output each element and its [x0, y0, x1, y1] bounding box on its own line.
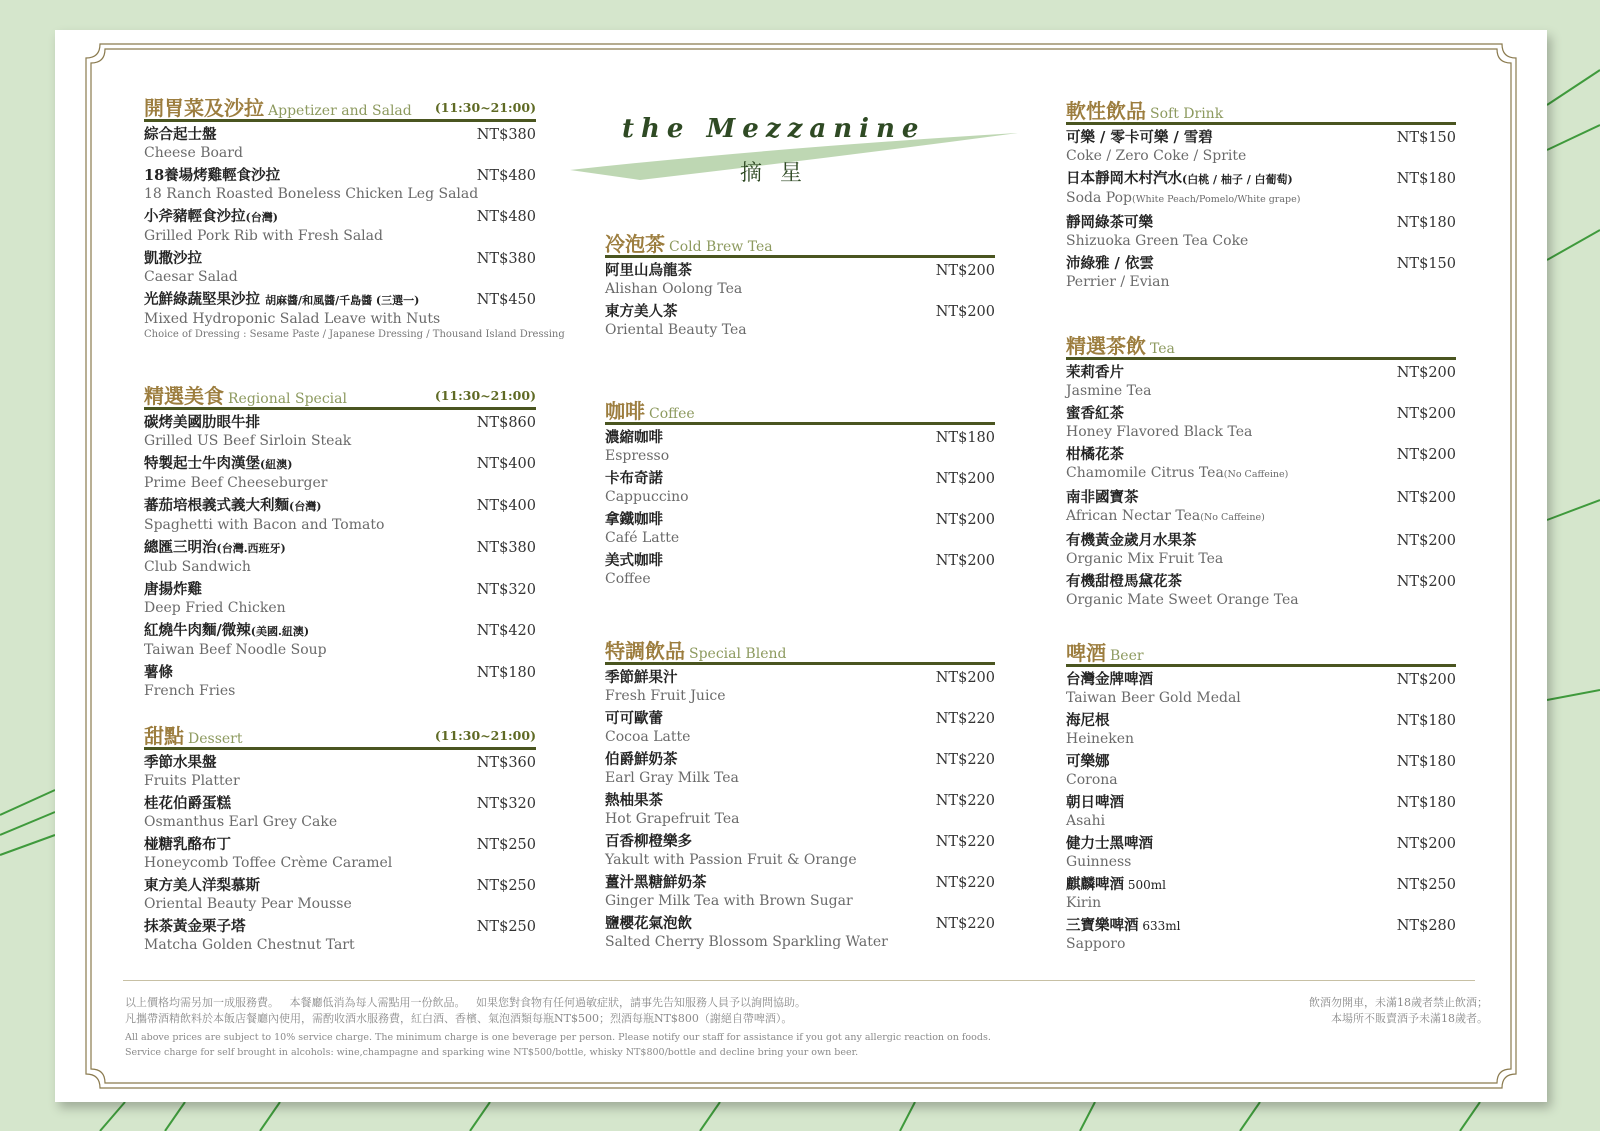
item-name-en: Jasmine Tea [1066, 383, 1152, 399]
menu-item [144, 250, 536, 286]
item-name-zh: 季節鮮果汁 [605, 669, 678, 686]
serving-hours: (11:30~21:00) [434, 728, 536, 743]
item-name-en: Honey Flavored Black Tea [1066, 424, 1253, 440]
section-header [144, 380, 536, 410]
menu-item [144, 539, 536, 576]
menu-item [1066, 835, 1456, 871]
section-title-zh: 精選茶飲 [1066, 334, 1146, 358]
item-origin: (台灣) [289, 500, 322, 513]
menu-item [1066, 255, 1456, 291]
section-header [1066, 637, 1456, 667]
item-price: NT$250 [476, 919, 536, 935]
item-name-en: Organic Mix Fruit Tea [1066, 551, 1224, 567]
item-price: NT$860 [476, 415, 536, 431]
item-price: NT$480 [476, 209, 536, 225]
menu-item [605, 303, 995, 339]
item-price: NT$200 [1396, 574, 1456, 590]
item-price: NT$220 [935, 711, 995, 727]
item-price: NT$150 [1396, 256, 1456, 272]
item-price: NT$200 [1396, 490, 1456, 506]
alcohol-notice-line-2: 本場所不販賣酒予未滿18歲者。 [1331, 1012, 1488, 1025]
section-tea [1066, 330, 1456, 609]
item-price: NT$200 [1396, 836, 1456, 852]
item-name-en [1066, 464, 1456, 484]
item-name-en: Mixed Hydroponic Salad Leave with Nuts [144, 311, 441, 327]
item-name-zh: 健力士黑啤酒 [1066, 835, 1153, 852]
section-cold-brew-tea [605, 228, 995, 339]
item-price: NT$280 [1396, 918, 1456, 934]
item-price: NT$200 [935, 304, 995, 320]
item-price: NT$150 [1396, 130, 1456, 146]
menu-item [605, 262, 995, 298]
item-dressing-options: 胡麻醬/和風醬/千島醬 (三選一) [265, 294, 420, 307]
item-name-en: Corona [1066, 772, 1118, 788]
item-price: NT$320 [476, 582, 536, 598]
item-name-zh-main: 紅燒牛肉麵/微辣 [144, 622, 251, 639]
menu-item [605, 470, 995, 506]
item-name-en-main: Soda Pop [1066, 190, 1133, 206]
footer-alcohol-notice [1309, 995, 1488, 1027]
item-name-zh-main: 光鮮綠蔬堅果沙拉 [144, 291, 260, 308]
menu-item [144, 167, 536, 203]
item-price: NT$180 [1396, 754, 1456, 770]
item-price: NT$200 [1396, 533, 1456, 549]
item-name-en: Oriental Beauty Tea [605, 322, 747, 338]
item-name-zh: 靜岡綠茶可樂 [1066, 214, 1153, 231]
menu-item [144, 836, 536, 872]
footer-divider [123, 980, 1475, 981]
menu-item [605, 915, 995, 951]
item-name-en: Hot Grapefruit Tea [605, 811, 740, 827]
menu-item [605, 751, 995, 787]
item-price: NT$220 [935, 752, 995, 768]
section-title-zh: 咖啡 [605, 399, 645, 423]
item-name-zh-main: 三寶樂啤酒 [1066, 917, 1139, 934]
item-name-en: Heineken [1066, 731, 1135, 747]
item-name-en: 18 Ranch Roasted Boneless Chicken Leg Salad [144, 186, 479, 202]
footer-zh-line-2: 凡攜帶酒精飲料於本飯店餐廳內使用，需酌收酒水服務費，紅白酒、香檳、氣泡酒類每瓶NT$500；烈酒每瓶NT$800（謝絕自帶啤酒）。 [125, 1012, 793, 1025]
menu-item [1066, 876, 1456, 912]
item-name-en: Asahi [1066, 813, 1106, 829]
item-name-en: Fresh Fruit Juice [605, 688, 726, 704]
logo-wordmark: the Mezzanine [622, 114, 926, 144]
menu-item [144, 208, 536, 245]
item-name-en: Sapporo [1066, 936, 1126, 952]
item-name-en: Prime Beef Cheeseburger [144, 475, 328, 491]
item-name-en: Club Sandwich [144, 559, 251, 575]
item-price: NT$360 [476, 755, 536, 771]
item-price: NT$200 [935, 471, 995, 487]
item-name-zh: 可樂 / 零卡可樂 / 雪碧 [1066, 129, 1213, 146]
section-title-en: Dessert [188, 731, 243, 747]
item-name-zh: 有機黃金歲月水果茶 [1066, 532, 1197, 549]
section-title-zh: 啤酒 [1066, 641, 1106, 665]
item-name-zh: 碳烤美國肋眼牛排 [144, 414, 260, 431]
item-price: NT$180 [1396, 215, 1456, 231]
item-price: NT$200 [1396, 365, 1456, 381]
item-name-en: Spaghetti with Bacon and Tomato [144, 517, 385, 533]
section-header [144, 720, 536, 750]
item-name-zh: 茉莉香片 [1066, 364, 1124, 381]
item-name-en [1066, 189, 1456, 209]
item-name-en: Espresso [605, 448, 670, 464]
section-title-en: Tea [1150, 341, 1175, 357]
item-name-en: Honeycomb Toffee Crème Caramel [144, 855, 393, 871]
item-origin: (台灣.西班牙) [216, 542, 286, 555]
item-origin: (美國.紐澳) [250, 625, 310, 638]
section-title-zh: 甜點 [144, 724, 184, 748]
item-name-zh: 卡布奇諾 [605, 470, 663, 487]
section-header [605, 635, 995, 665]
item-price: NT$420 [476, 623, 536, 639]
item-name-en-main: African Nectar Tea [1066, 508, 1201, 524]
item-name-en: French Fries [144, 683, 236, 699]
item-name-en: Fruits Platter [144, 773, 240, 789]
item-name-zh: 可樂娜 [1066, 753, 1110, 770]
menu-item [605, 710, 995, 746]
item-volume: 633ml [1138, 919, 1181, 933]
section-header [144, 92, 536, 122]
item-price: NT$250 [1396, 877, 1456, 893]
section-coffee [605, 395, 995, 588]
item-name-zh: 18養場烤雞輕食沙拉 [144, 167, 281, 184]
item-origin: (紐澳) [260, 458, 293, 471]
item-name-zh: 沛綠雅 / 依雲 [1066, 255, 1154, 272]
menu-item [144, 754, 536, 790]
alcohol-notice-line-1: 飲酒勿開車，未滿18歲者禁止飲酒； [1309, 996, 1488, 1009]
item-price: NT$250 [476, 837, 536, 853]
menu-item [1066, 712, 1456, 748]
item-flavors-en: (White Peach/Pomelo/White grape) [1132, 194, 1301, 205]
item-price: NT$480 [476, 168, 536, 184]
serving-hours: (11:30~21:00) [434, 388, 536, 403]
item-name-zh: 美式咖啡 [605, 552, 663, 569]
item-name-en: Oriental Beauty Pear Mousse [144, 896, 352, 912]
section-header [605, 228, 995, 258]
item-name-en: Yakult with Passion Fruit & Orange [605, 852, 857, 868]
item-name-en: Ginger Milk Tea with Brown Sugar [605, 893, 853, 909]
item-name-en: Taiwan Beer Gold Medal [1066, 690, 1241, 706]
item-price: NT$180 [1396, 171, 1456, 187]
item-name-en: Kirin [1066, 895, 1102, 911]
item-name-en: Earl Gray Milk Tea [605, 770, 739, 786]
item-price: NT$320 [476, 796, 536, 812]
menu-item [144, 581, 536, 617]
item-price: NT$220 [935, 793, 995, 809]
section-header [1066, 95, 1456, 125]
item-name-en: Perrier / Evian [1066, 274, 1170, 290]
item-name-zh-main: 小斧豬輕食沙拉 [144, 208, 246, 225]
section-title-zh: 精選美食 [144, 384, 224, 408]
item-name-zh: 東方美人茶 [605, 303, 678, 320]
menu-item [605, 792, 995, 828]
section-beer [1066, 637, 1456, 953]
item-name-en: Osmanthus Earl Grey Cake [144, 814, 338, 830]
item-name-en: Shizuoka Green Tea Coke [1066, 233, 1249, 249]
menu-item [144, 664, 536, 700]
item-price: NT$180 [476, 665, 536, 681]
footer-en-line-2: Service charge for self brought in alcohols: wine,champagne and sparking wine NT$500/bottle, whisky NT$800/bottle and decline bring your own beer. [125, 1047, 859, 1058]
section-dessert [144, 720, 536, 954]
item-name-zh: 拿鐵咖啡 [605, 511, 663, 528]
menu-item [1066, 917, 1456, 953]
menu-item [144, 918, 536, 954]
menu-item [144, 291, 565, 341]
menu-item [1066, 446, 1456, 484]
section-title-en: Cold Brew Tea [669, 239, 773, 255]
item-name-zh-main: 總匯三明治 [144, 539, 217, 556]
item-volume: 500ml [1124, 878, 1166, 892]
item-name-en: Matcha Golden Chestnut Tart [144, 937, 355, 953]
section-regional-special [144, 380, 536, 700]
menu-item [144, 455, 536, 492]
item-name-zh: 有機甜橙馬黛花茶 [1066, 573, 1182, 590]
menu-item [144, 795, 536, 831]
item-name-zh: 台灣金牌啤酒 [1066, 671, 1153, 688]
item-note: Choice of Dressing : Sesame Paste / Japanese Dressing / Thousand Island Dressing [144, 329, 565, 340]
menu-item [1066, 671, 1456, 707]
item-name-en: Salted Cherry Blossom Sparkling Water [605, 934, 888, 950]
menu-item [605, 429, 995, 465]
item-name-zh: 朝日啤酒 [1066, 794, 1124, 811]
item-name-zh-main: 麒麟啤酒 [1066, 876, 1124, 893]
item-price: NT$220 [935, 916, 995, 932]
item-name-en: Café Latte [605, 530, 680, 546]
item-price: NT$200 [1396, 406, 1456, 422]
item-name-zh: 凱撒沙拉 [144, 250, 202, 267]
menu-item [1066, 573, 1456, 609]
item-price: NT$200 [935, 670, 995, 686]
item-name-zh: 鹽櫻花氣泡飲 [605, 915, 692, 932]
item-name-en: Guinness [1066, 854, 1132, 870]
item-price: NT$380 [476, 540, 536, 556]
item-name-en: Grilled Pork Rib with Fresh Salad [144, 228, 383, 244]
item-name-en-main: Chamomile Citrus Tea [1066, 465, 1224, 481]
section-title-en: Special Blend [689, 646, 787, 662]
menu-item [144, 497, 536, 534]
footer-en-line-1: All above prices are subject to 10% service charge. The minimum charge is one beverage per person. Please notify our staff for assistance if you got any allergic reaction on foods. [125, 1032, 991, 1043]
menu-item [605, 669, 995, 705]
item-name-zh: 柑橘花茶 [1066, 446, 1124, 463]
item-name-zh: 伯爵鮮奶茶 [605, 751, 678, 768]
menu-item [144, 877, 536, 913]
item-price: NT$200 [935, 553, 995, 569]
item-price: NT$180 [935, 430, 995, 446]
section-title-zh: 特調飲品 [605, 639, 685, 663]
item-price: NT$200 [935, 512, 995, 528]
menu-item [605, 511, 995, 547]
menu-item [1066, 753, 1456, 789]
item-name-zh: 季節水果盤 [144, 754, 217, 771]
item-name-zh: 東方美人洋梨慕斯 [144, 877, 260, 894]
menu-item [605, 552, 995, 588]
item-name-en: Taiwan Beef Noodle Soup [144, 642, 327, 658]
section-title-zh: 開胃菜及沙拉 [144, 96, 264, 120]
item-price: NT$450 [476, 292, 536, 308]
item-flavors: (白桃 / 柚子 / 白葡萄) [1182, 173, 1293, 186]
item-name-zh: 可可歐蕾 [605, 710, 663, 727]
menu-item [144, 414, 536, 450]
item-name-zh: 桂花伯爵蛋糕 [144, 795, 231, 812]
item-name-zh: 阿里山烏龍茶 [605, 262, 692, 279]
item-price: NT$380 [476, 251, 536, 267]
section-special-blend [605, 635, 995, 951]
item-name-zh: 抹茶黃金栗子塔 [144, 918, 246, 935]
section-title-zh: 軟性飲品 [1066, 99, 1146, 123]
menu-item [1066, 129, 1456, 165]
section-title-zh: 冷泡茶 [605, 232, 665, 256]
item-price: NT$220 [935, 875, 995, 891]
item-name-zh: 綜合起士盤 [144, 126, 217, 143]
item-name-en: Cocoa Latte [605, 729, 691, 745]
menu-item [1066, 489, 1456, 527]
item-price: NT$200 [1396, 672, 1456, 688]
item-price: NT$180 [1396, 713, 1456, 729]
item-price: NT$200 [935, 263, 995, 279]
section-title-en: Soft Drink [1150, 106, 1224, 122]
item-price: NT$400 [476, 498, 536, 514]
item-price: NT$180 [1396, 795, 1456, 811]
item-name-zh: 百香柳橙樂多 [605, 833, 692, 850]
item-name-zh-main: 蕃茄培根義式義大利麵 [144, 497, 289, 514]
item-price: NT$380 [476, 127, 536, 143]
restaurant-logo [570, 108, 1020, 198]
section-header [605, 395, 995, 425]
item-name-en: Cheese Board [144, 145, 243, 161]
item-name-en: Organic Mate Sweet Orange Tea [1066, 592, 1299, 608]
item-name-en: Coffee [605, 571, 651, 587]
item-name-zh: 唐揚炸雞 [144, 581, 202, 598]
item-name-zh: 薑汁黑糖鮮奶茶 [605, 874, 707, 891]
item-name-en: Coke / Zero Coke / Sprite [1066, 148, 1247, 164]
section-title-en: Coffee [649, 406, 695, 422]
item-price: NT$250 [476, 878, 536, 894]
section-appetizer-salad [144, 92, 565, 341]
footer-notes [125, 995, 991, 1060]
menu-item [605, 874, 995, 910]
menu-item [1066, 532, 1456, 568]
item-name-zh: 熱柚果茶 [605, 792, 663, 809]
item-name-zh: 蜜香紅茶 [1066, 405, 1124, 422]
menu-item [144, 126, 536, 162]
menu-item [1066, 170, 1456, 209]
logo-chinese: 摘星 [740, 161, 821, 186]
item-name-en: Grilled US Beef Sirloin Steak [144, 433, 352, 449]
item-name-en: Cappuccino [605, 489, 689, 505]
item-name-en [1066, 507, 1456, 527]
item-price: NT$200 [1396, 447, 1456, 463]
item-price: NT$220 [935, 834, 995, 850]
item-name-en: Alishan Oolong Tea [605, 281, 743, 297]
menu-item [144, 622, 536, 659]
item-price: NT$400 [476, 456, 536, 472]
footer-zh-line-1: 以上價格均需另加一成服務費。 本餐廳低消為每人需點用一份飲品。 如果您對食物有任何過敏症狀，請事先告知服務人員予以詢問協助。 [125, 996, 806, 1009]
menu-item [1066, 405, 1456, 441]
menu-item [1066, 794, 1456, 830]
serving-hours: (11:30~21:00) [434, 100, 536, 115]
item-name-en: Deep Fried Chicken [144, 600, 286, 616]
section-header [1066, 330, 1456, 360]
item-name-zh: 濃縮咖啡 [605, 429, 663, 446]
caffeine-note: (No Caffeine) [1223, 469, 1289, 480]
item-name-en: Caesar Salad [144, 269, 238, 285]
section-title-en: Appetizer and Salad [268, 103, 412, 119]
item-origin: (台灣) [245, 211, 278, 224]
item-name-zh: 海尼根 [1066, 712, 1110, 729]
section-title-en: Regional Special [228, 391, 347, 407]
menu-item [605, 833, 995, 869]
menu-item [1066, 364, 1456, 400]
caffeine-note: (No Caffeine) [1200, 512, 1265, 523]
item-name-zh-main: 日本靜岡木村汽水 [1066, 170, 1182, 187]
menu-item [1066, 214, 1456, 250]
item-name-zh: 南非國寶茶 [1066, 489, 1139, 506]
section-title-en: Beer [1110, 648, 1144, 664]
item-name-zh-main: 特製起士牛肉漢堡 [144, 455, 260, 472]
section-soft-drink [1066, 95, 1456, 291]
item-name-zh: 椪糖乳酪布丁 [144, 836, 231, 853]
item-name-zh: 薯條 [144, 664, 173, 681]
